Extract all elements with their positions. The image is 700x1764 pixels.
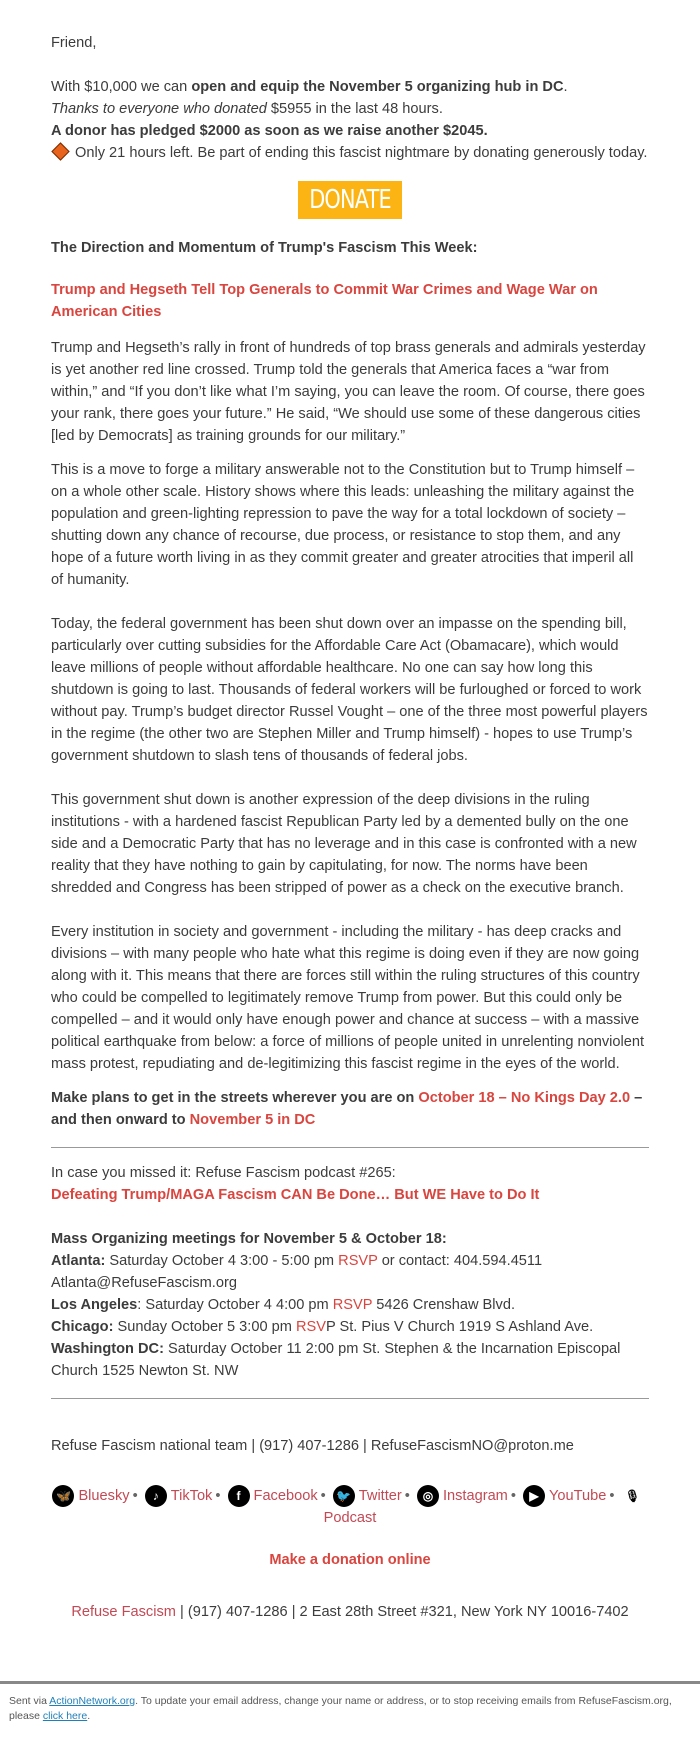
rsvp-link[interactable]: RSV [295, 1319, 326, 1335]
meeting-la: Los Angeles: Saturday October 4 4:00 pm RSVP 5426 Crenshaw Blvd. [51, 1297, 515, 1313]
urgency-text: Only 21 hours left. Be part of ending this fascist nightmare by donating generously today. [75, 145, 648, 161]
thanks-amount: $5955 in the last 48 hours. [266, 101, 443, 117]
article-body [51, 337, 649, 1075]
meeting-dc: Washington DC: Saturday October 11 2:00 pm St. Stephen & the Incarnation Episcopal Church 1525 Newton St. NW [51, 1341, 621, 1379]
intro [51, 76, 649, 164]
twitter-icon: 🐦 [333, 1485, 355, 1507]
rsvp-link[interactable]: RSVP [338, 1253, 378, 1269]
divider [51, 1147, 649, 1148]
greeting: Friend, [51, 35, 97, 51]
meetings-heading: Mass Organizing meetings for November 5 & October 18: [51, 1231, 447, 1247]
nov5-link[interactable]: November 5 in DC [189, 1112, 316, 1128]
twitter-link[interactable]: 🐦 Twitter [333, 1488, 402, 1504]
intro-text: With $10,000 we can [51, 79, 192, 95]
org-link[interactable]: Refuse Fascism [71, 1604, 176, 1621]
youtube-link[interactable]: ▶ YouTube [523, 1488, 606, 1504]
thanks-text: Thanks to everyone who donated [51, 101, 267, 117]
donate-button[interactable]: DONATE [298, 181, 402, 219]
podcast-social-link[interactable]: 🎙Podcast [324, 1488, 648, 1526]
paragraph: Every institution in society and government - including the military - has deep cracks and divisions – with many people who hate what this regime is doing even if they are now going along with it. This means that there are forces still within the ruling structures of this country who could be compelled to legitimately remove Trump from power. But this could only be compelled – and it would only have enough power and chance at success – with a massive political earthquake from below: a force of millions of people united in unrelenting nonviolent mass protest, repudiating and de-legitimizing this fascist regime in the eyes of the world. [51, 924, 645, 1072]
donate-online-link[interactable]: Make a donation online [269, 1552, 431, 1569]
call-to-action: Make plans to get in the streets wherever you are on October 18 – No Kings Day 2.0 – and then onward to November 5 in DC [51, 1090, 643, 1128]
diamond-icon [51, 142, 69, 160]
instagram-icon: ◎ [417, 1485, 439, 1507]
actionnetwork-link[interactable]: ActionNetwork.org [49, 1695, 136, 1708]
intro-bold: open and equip the November 5 organizing hub in DC [191, 79, 564, 95]
footer: Sent via ActionNetwork.org. To update your email address, change your name or address, or to stop receiving emails from RefuseFascism.org, please click here. [0, 1681, 700, 1764]
bluesky-icon: 🦋 [52, 1485, 74, 1507]
facebook-link[interactable]: f Facebook [228, 1488, 318, 1504]
podcast-intro: In case you missed it: Refuse Fascism podcast #265: [51, 1165, 396, 1181]
section-heading: The Direction and Momentum of Trump's Fascism This Week: [51, 240, 478, 256]
podcast-link[interactable]: Defeating Trump/MAGA Fascism CAN Be Done… But WE Have to Do It [51, 1187, 540, 1203]
tiktok-link[interactable]: ♪ TikTok [145, 1488, 213, 1504]
paragraph: This is a move to forge a military answerable not to the Constitution but to Trump himself – on a whole other scale. History shows where this leads: unleashing the military against the population and green-lighting repression to pave the way for a total lockdown of society – shutting down any chance of recourse, due process, or resistance to stop them, and any hope of a future worth living in as they commit greater and greater atrocities that imperil all of humanity. [51, 462, 635, 588]
team-line: Refuse Fascism national team | (917) 407-1286 | RefuseFascismNO@proton.me [51, 1438, 574, 1454]
article-title: Trump and Hegseth Tell Top Generals to Commit War Crimes and Wage War on American Cities [51, 282, 598, 320]
meetings [51, 1228, 649, 1382]
paragraph: Trump and Hegseth’s rally in front of hundreds of top brass generals and admirals yesterday is yet another red line crossed. Trump told the generals that America faces a “war from within,” and “If you don’t like what I’m saying, you can leave the room. Of course, there goes your rank, there goes your future.” He said, “We should use some of these dangerous cities [led by Democrats] as training grounds for our military.” [51, 340, 646, 444]
divider [51, 1398, 649, 1399]
address-line: Refuse Fascism | (917) 407-1286 | 2 East 28th Street #321, New York NY 10016-7402 [71, 1604, 629, 1621]
rsvp-link[interactable]: RSVP [332, 1297, 373, 1313]
meeting-chicago: Chicago: Sunday October 5 3:00 pm RSVP St. Pius V Church 1919 S Ashland Ave. [51, 1319, 594, 1335]
facebook-icon: f [228, 1485, 250, 1507]
youtube-icon: ▶ [523, 1485, 545, 1507]
period: . [563, 79, 568, 95]
no-kings-link[interactable]: October 18 – No Kings Day 2.0 [418, 1090, 631, 1106]
microphone-icon: 🎙 [624, 1489, 641, 1504]
paragraph: Today, the federal government has been shut down over an impasse on the spending bill, particularly over cutting subsidies for the Affordable Care Act (Obamacare), which would leave millions of people without affordable healthcare. No one can say how long this shutdown is going to last. Thousands of federal workers will be furloughed or forced to work without pay. Trump’s budget director Russel Vought – one of the three most powerful players in the regime (the other two are Stephen Miller and Trump himself) - hopes to use Trump’s government shutdown to slash tens of thousands of federal jobs. [51, 616, 648, 764]
tiktok-icon: ♪ [145, 1485, 167, 1507]
instagram-link[interactable]: ◎ Instagram [417, 1488, 508, 1504]
meeting-atlanta: Atlanta: Saturday October 4 3:00 - 5:00 pm RSVP or contact: 404.594.4511 Atlanta@RefuseFascism.org [51, 1253, 543, 1291]
unsubscribe-link[interactable]: click here [42, 1710, 88, 1723]
pledge-text: A donor has pledged $2000 as soon as we raise another $2045. [51, 123, 488, 139]
social-links: 🦋 Bluesky • ♪ TikTok • f Facebook • 🐦 Twitter • ◎ Instagram • ▶ YouTube • 🎙Podcast [51, 1485, 649, 1529]
paragraph: This government shut down is another expression of the deep divisions in the ruling institutions - with a hardened fascist Republican Party led by a demented bully on the one side and a Democratic Party that has no leverage and in this case is confronted with a new reality that they have nothing to gain by capitulating, for now. The norms have been shredded and Congress has been stripped of power as a check on the executive branch. [51, 792, 637, 896]
bluesky-link[interactable]: 🦋 Bluesky [52, 1488, 129, 1504]
